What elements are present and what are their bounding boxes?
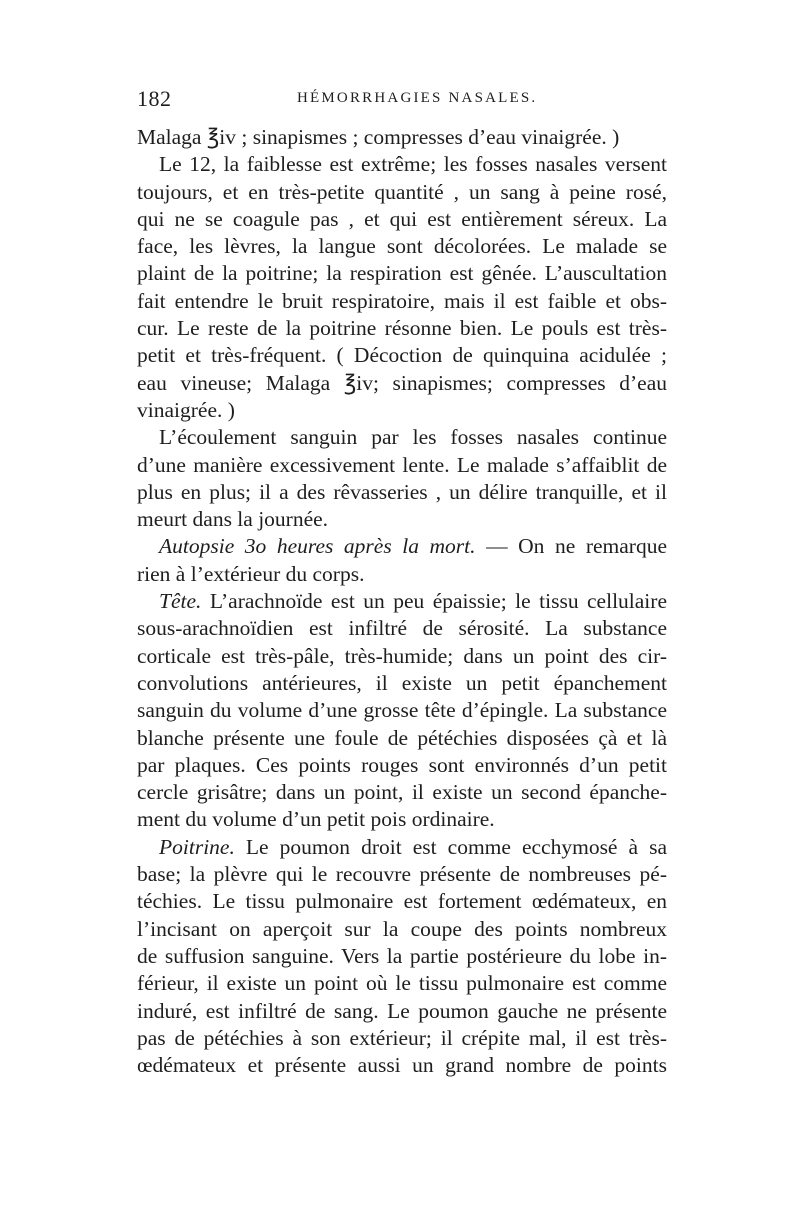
text-line — [137, 806, 667, 833]
section-heading: Autopsie 3o heures après la mort. — [159, 534, 476, 559]
line-text: vinaigrée. ) — [137, 397, 235, 422]
line-text: férieur, il existe un point où le tissu pulmonaire est comme — [137, 971, 667, 996]
line-text: téchies. Le tissu pulmonaire est fortement œdémateux, en — [137, 889, 667, 914]
running-head — [137, 86, 667, 116]
line-text: corticale est très-pâle, très-humide; dans un point des cir- — [137, 643, 667, 668]
text-line — [137, 233, 667, 260]
line-text: induré, est infiltré de sang. Le poumon gauche ne présente — [137, 998, 667, 1023]
section-heading: Poitrine. — [159, 834, 235, 859]
line-text: meurt dans la journée. — [137, 507, 329, 532]
text-line — [137, 861, 667, 888]
text-line — [137, 752, 667, 779]
line-text: par plaques. Ces points rouges sont environnés d’un petit — [137, 752, 667, 777]
text-line — [137, 397, 667, 424]
line-text: Le 12, la faiblesse est extrême; les fosses nasales versent — [159, 152, 667, 177]
line-text: de suffusion sanguine. Vers la partie postérieure du lobe in- — [137, 943, 667, 968]
text-line — [137, 670, 667, 697]
line-text: Malaga ℥iv ; sinapismes ; compresses d’eau vinaigrée. ) — [137, 125, 620, 149]
text-line — [137, 998, 667, 1025]
text-line — [137, 151, 667, 178]
text-line — [137, 424, 667, 451]
text-line — [137, 779, 667, 806]
line-text: — On ne remarque — [475, 534, 667, 559]
text-line — [137, 315, 667, 342]
line-text: d’une manière excessivement lente. Le malade s’affaiblit de — [137, 452, 667, 477]
text-line — [137, 533, 667, 560]
page-number: 182 — [137, 86, 172, 111]
text-line — [137, 588, 667, 615]
text-line — [137, 643, 667, 670]
text-line — [137, 943, 667, 970]
text-line — [137, 288, 667, 315]
line-text: L’arachnoïde est un peu épaissie; le tissu cellulaire — [201, 589, 667, 614]
line-text: convolutions antérieures, il existe un petit épanchement — [137, 670, 667, 695]
line-text: cur. Le reste de la poitrine résonne bien. Le pouls est très- — [137, 316, 667, 341]
line-text: plaint de la poitrine; la respiration est gênée. L’auscultation — [137, 261, 667, 286]
line-text: Le poumon droit est comme ecchymosé à sa — [234, 834, 667, 859]
line-text: plus en plus; il a des rêvasseries , un délire tranquille, et il — [137, 479, 667, 504]
section-heading: Tête. — [159, 589, 202, 614]
line-text: œdémateux et présente aussi un grand nombre de points — [137, 1053, 667, 1078]
text-line — [137, 970, 667, 997]
text-line — [137, 452, 667, 479]
line-text: eau vineuse; Malaga ℥iv; sinapismes; compresses d’eau — [137, 370, 667, 395]
text-line — [137, 124, 667, 151]
line-text: sous-arachnoïdien est infiltré de sérosité. La substance — [137, 616, 667, 641]
body-text — [137, 124, 667, 1079]
text-line — [137, 725, 667, 752]
text-line — [137, 506, 667, 533]
line-text: sanguin du volume d’une grosse tête d’épingle. La substance — [137, 698, 667, 723]
text-line — [137, 1052, 667, 1079]
text-line — [137, 179, 667, 206]
line-text: petit et très-fréquent. ( Décoction de quinquina acidulée ; — [137, 343, 667, 368]
text-line — [137, 916, 667, 943]
text-line — [137, 888, 667, 915]
text-line — [137, 834, 667, 861]
line-text: qui ne se coagule pas , et qui est entièrement séreux. La — [137, 206, 667, 231]
line-text: L’écoulement sanguin par les fosses nasales continue — [159, 425, 667, 450]
line-text: pas de pétéchies à son extérieur; il crépite mal, il est très- — [137, 1025, 667, 1050]
text-line — [137, 342, 667, 369]
text-line — [137, 206, 667, 233]
line-text: fait entendre le bruit respiratoire, mais il est faible et obs- — [137, 288, 667, 313]
text-line — [137, 615, 667, 642]
text-line — [137, 561, 667, 588]
line-text: rien à l’extérieur du corps. — [137, 561, 365, 586]
line-text: l’incisant on aperçoit sur la coupe des points nombreux — [137, 916, 667, 941]
text-line — [137, 1025, 667, 1052]
line-text: toujours, et en très-petite quantité , un sang à peine rosé, — [137, 179, 667, 204]
text-line — [137, 260, 667, 287]
text-line — [137, 697, 667, 724]
line-text: face, les lèvres, la langue sont décolorées. Le malade se — [137, 234, 667, 259]
text-line — [137, 370, 667, 397]
line-text: base; la plèvre qui le recouvre présente de nombreuses pé- — [137, 862, 667, 887]
line-text: blanche présente une foule de pétéchies disposées çà et là — [137, 725, 667, 750]
line-text: ment du volume d’un petit pois ordinaire. — [137, 807, 495, 832]
text-line — [137, 479, 667, 506]
running-title: HÉMORRHAGIES NASALES. — [297, 90, 538, 106]
line-text: cercle grisâtre; dans un point, il existe un second épanche- — [137, 780, 667, 805]
